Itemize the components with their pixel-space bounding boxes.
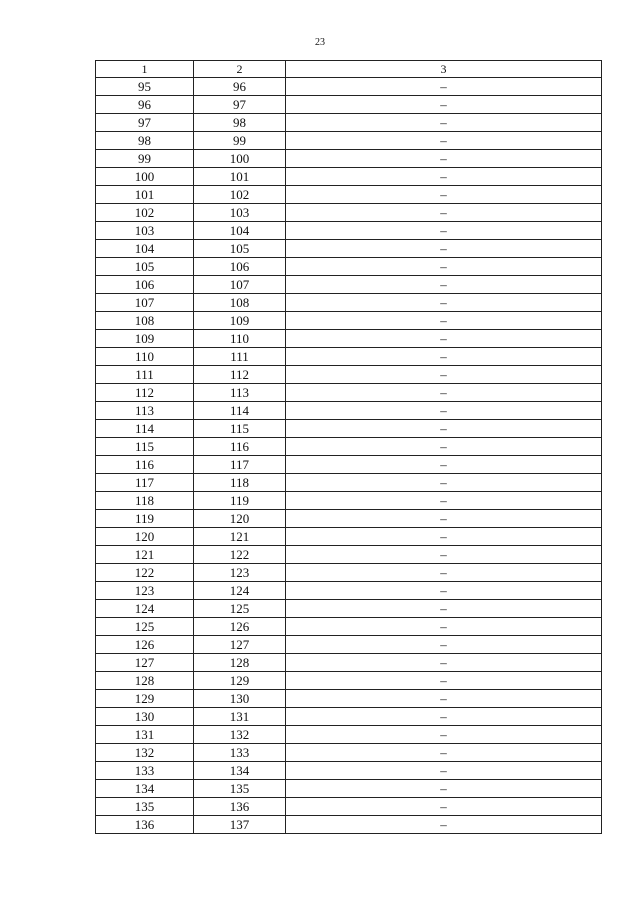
table-cell-col-1: 114 <box>96 420 194 438</box>
table-cell-col-1: 129 <box>96 690 194 708</box>
table-cell-col-2: 125 <box>194 600 286 618</box>
table-cell-col-1: 118 <box>96 492 194 510</box>
table-row <box>96 582 602 600</box>
table-cell-col-1: 133 <box>96 762 194 780</box>
table-row <box>96 510 602 528</box>
table-cell-col-3: – <box>286 726 602 744</box>
table-row <box>96 96 602 114</box>
page-number: 23 <box>315 37 325 48</box>
table-row <box>96 312 602 330</box>
table-cell-col-3: – <box>286 780 602 798</box>
table-cell-col-1: 107 <box>96 294 194 312</box>
table-cell-col-2: 126 <box>194 618 286 636</box>
table-cell-col-1: 99 <box>96 150 194 168</box>
table-row <box>96 546 602 564</box>
table-cell-col-3: – <box>286 510 602 528</box>
table-cell-col-3: – <box>286 690 602 708</box>
table-cell-col-1: 98 <box>96 132 194 150</box>
table-cell-col-1: 106 <box>96 276 194 294</box>
table-row <box>96 186 602 204</box>
table-cell-col-2: 111 <box>194 348 286 366</box>
table-cell-col-2: 103 <box>194 204 286 222</box>
table-cell-col-3: – <box>286 582 602 600</box>
table-cell-col-1: 113 <box>96 402 194 420</box>
table-row <box>96 204 602 222</box>
table-cell-col-3: – <box>286 762 602 780</box>
table-cell-col-1: 112 <box>96 384 194 402</box>
table-cell-col-3: – <box>286 816 602 834</box>
table-row <box>96 348 602 366</box>
table-cell-col-2: 115 <box>194 420 286 438</box>
table-cell-col-2: 113 <box>194 384 286 402</box>
table-cell-col-1: 122 <box>96 564 194 582</box>
table-cell-col-1: 136 <box>96 816 194 834</box>
table-cell-col-3: – <box>286 294 602 312</box>
table-cell-col-1: 102 <box>96 204 194 222</box>
table-row <box>96 222 602 240</box>
table-cell-col-1: 119 <box>96 510 194 528</box>
table-cell-col-1: 109 <box>96 330 194 348</box>
table-row <box>96 258 602 276</box>
table-cell-col-1: 108 <box>96 312 194 330</box>
table-cell-col-3: – <box>286 366 602 384</box>
table-row <box>96 636 602 654</box>
table-row <box>96 726 602 744</box>
table-cell-col-1: 121 <box>96 546 194 564</box>
table-cell-col-1: 103 <box>96 222 194 240</box>
table-cell-col-3: – <box>286 420 602 438</box>
table-cell-col-1: 110 <box>96 348 194 366</box>
table-cell-col-2: 101 <box>194 168 286 186</box>
table-row <box>96 690 602 708</box>
table-cell-col-3: – <box>286 654 602 672</box>
table-cell-col-1: 117 <box>96 474 194 492</box>
table-cell-col-2: 118 <box>194 474 286 492</box>
table-cell-col-3: – <box>286 258 602 276</box>
table-cell-col-2: 129 <box>194 672 286 690</box>
table-cell-col-2: 100 <box>194 150 286 168</box>
table-cell-col-1: 134 <box>96 780 194 798</box>
table-row <box>96 150 602 168</box>
table-row <box>96 276 602 294</box>
table-cell-col-2: 117 <box>194 456 286 474</box>
table-cell-col-3: – <box>286 312 602 330</box>
table-cell-col-2: 102 <box>194 186 286 204</box>
table-cell-col-2: 137 <box>194 816 286 834</box>
table-row <box>96 384 602 402</box>
table-cell-col-3: – <box>286 636 602 654</box>
table-cell-col-3: – <box>286 222 602 240</box>
table-row <box>96 114 602 132</box>
table-row <box>96 420 602 438</box>
table-cell-col-3: – <box>286 708 602 726</box>
table-cell-col-1: 111 <box>96 366 194 384</box>
table-cell-col-1: 105 <box>96 258 194 276</box>
table-row <box>96 492 602 510</box>
table-cell-col-2: 136 <box>194 798 286 816</box>
table-cell-col-2: 109 <box>194 312 286 330</box>
table-cell-col-3: – <box>286 330 602 348</box>
table-cell-col-1: 131 <box>96 726 194 744</box>
table-cell-col-2: 110 <box>194 330 286 348</box>
table-cell-col-2: 119 <box>194 492 286 510</box>
table-row <box>96 78 602 96</box>
table-cell-col-3: – <box>286 186 602 204</box>
table-cell-col-3: – <box>286 492 602 510</box>
table-cell-col-2: 133 <box>194 744 286 762</box>
table-cell-col-2: 122 <box>194 546 286 564</box>
table-cell-col-3: – <box>286 546 602 564</box>
table-cell-col-1: 126 <box>96 636 194 654</box>
table-cell-col-2: 132 <box>194 726 286 744</box>
table-row <box>96 528 602 546</box>
table-cell-col-2: 98 <box>194 114 286 132</box>
data-table <box>95 60 602 834</box>
table-cell-col-3: – <box>286 438 602 456</box>
table-row <box>96 240 602 258</box>
table-row <box>96 294 602 312</box>
table-cell-col-2: 134 <box>194 762 286 780</box>
table-cell-col-3: – <box>286 276 602 294</box>
table-cell-col-1: 123 <box>96 582 194 600</box>
table-cell-col-2: 107 <box>194 276 286 294</box>
table-row <box>96 708 602 726</box>
table-row <box>96 798 602 816</box>
table-cell-col-2: 97 <box>194 96 286 114</box>
table-cell-col-1: 101 <box>96 186 194 204</box>
table-cell-col-3: – <box>286 132 602 150</box>
table-row <box>96 654 602 672</box>
table-cell-col-2: 112 <box>194 366 286 384</box>
table-cell-col-2: 114 <box>194 402 286 420</box>
table-cell-col-3: – <box>286 456 602 474</box>
table-row <box>96 330 602 348</box>
table-cell-col-3: – <box>286 384 602 402</box>
table-cell-col-2: 127 <box>194 636 286 654</box>
table-body <box>96 78 602 834</box>
table-cell-col-1: 104 <box>96 240 194 258</box>
table-cell-col-2: 108 <box>194 294 286 312</box>
table-cell-col-3: – <box>286 798 602 816</box>
table-cell-col-3: – <box>286 204 602 222</box>
column-header-1: 1 <box>96 61 194 78</box>
table-row <box>96 564 602 582</box>
table-row <box>96 474 602 492</box>
table-cell-col-2: 124 <box>194 582 286 600</box>
column-header-3: 3 <box>286 61 602 78</box>
table-cell-col-2: 120 <box>194 510 286 528</box>
table-cell-col-3: – <box>286 150 602 168</box>
table-cell-col-1: 115 <box>96 438 194 456</box>
table-cell-col-2: 135 <box>194 780 286 798</box>
table-row <box>96 618 602 636</box>
table-cell-col-3: – <box>286 348 602 366</box>
table-cell-col-3: – <box>286 528 602 546</box>
table-cell-col-2: 104 <box>194 222 286 240</box>
table-row <box>96 456 602 474</box>
table-cell-col-3: – <box>286 240 602 258</box>
table-header-row <box>96 61 602 78</box>
table-row <box>96 762 602 780</box>
table-cell-col-3: – <box>286 618 602 636</box>
table-header <box>96 61 602 78</box>
table-cell-col-3: – <box>286 402 602 420</box>
table-cell-col-2: 96 <box>194 78 286 96</box>
table-row <box>96 600 602 618</box>
table-cell-col-3: – <box>286 600 602 618</box>
table-cell-col-2: 106 <box>194 258 286 276</box>
table-cell-col-3: – <box>286 114 602 132</box>
table-cell-col-1: 120 <box>96 528 194 546</box>
table-cell-col-3: – <box>286 564 602 582</box>
table-cell-col-2: 131 <box>194 708 286 726</box>
table-cell-col-1: 116 <box>96 456 194 474</box>
table-cell-col-2: 128 <box>194 654 286 672</box>
table-cell-col-1: 97 <box>96 114 194 132</box>
table-cell-col-2: 99 <box>194 132 286 150</box>
column-header-2: 2 <box>194 61 286 78</box>
table-cell-col-1: 130 <box>96 708 194 726</box>
table-cell-col-3: – <box>286 96 602 114</box>
table-cell-col-1: 135 <box>96 798 194 816</box>
table-cell-col-1: 124 <box>96 600 194 618</box>
table-cell-col-3: – <box>286 744 602 762</box>
table-row <box>96 672 602 690</box>
table-row <box>96 780 602 798</box>
table-cell-col-1: 95 <box>96 78 194 96</box>
table-cell-col-3: – <box>286 672 602 690</box>
table-cell-col-2: 121 <box>194 528 286 546</box>
table-row <box>96 744 602 762</box>
table-cell-col-3: – <box>286 474 602 492</box>
table-cell-col-1: 127 <box>96 654 194 672</box>
table-row <box>96 132 602 150</box>
table-row <box>96 816 602 834</box>
table-cell-col-1: 96 <box>96 96 194 114</box>
table-cell-col-2: 105 <box>194 240 286 258</box>
table-cell-col-2: 130 <box>194 690 286 708</box>
table-cell-col-1: 128 <box>96 672 194 690</box>
table-cell-col-3: – <box>286 168 602 186</box>
table-cell-col-3: – <box>286 78 602 96</box>
table-cell-col-1: 125 <box>96 618 194 636</box>
table-row <box>96 366 602 384</box>
table-row <box>96 438 602 456</box>
table-row <box>96 168 602 186</box>
table-cell-col-1: 100 <box>96 168 194 186</box>
table-cell-col-2: 116 <box>194 438 286 456</box>
table-row <box>96 402 602 420</box>
table-cell-col-2: 123 <box>194 564 286 582</box>
table-cell-col-1: 132 <box>96 744 194 762</box>
